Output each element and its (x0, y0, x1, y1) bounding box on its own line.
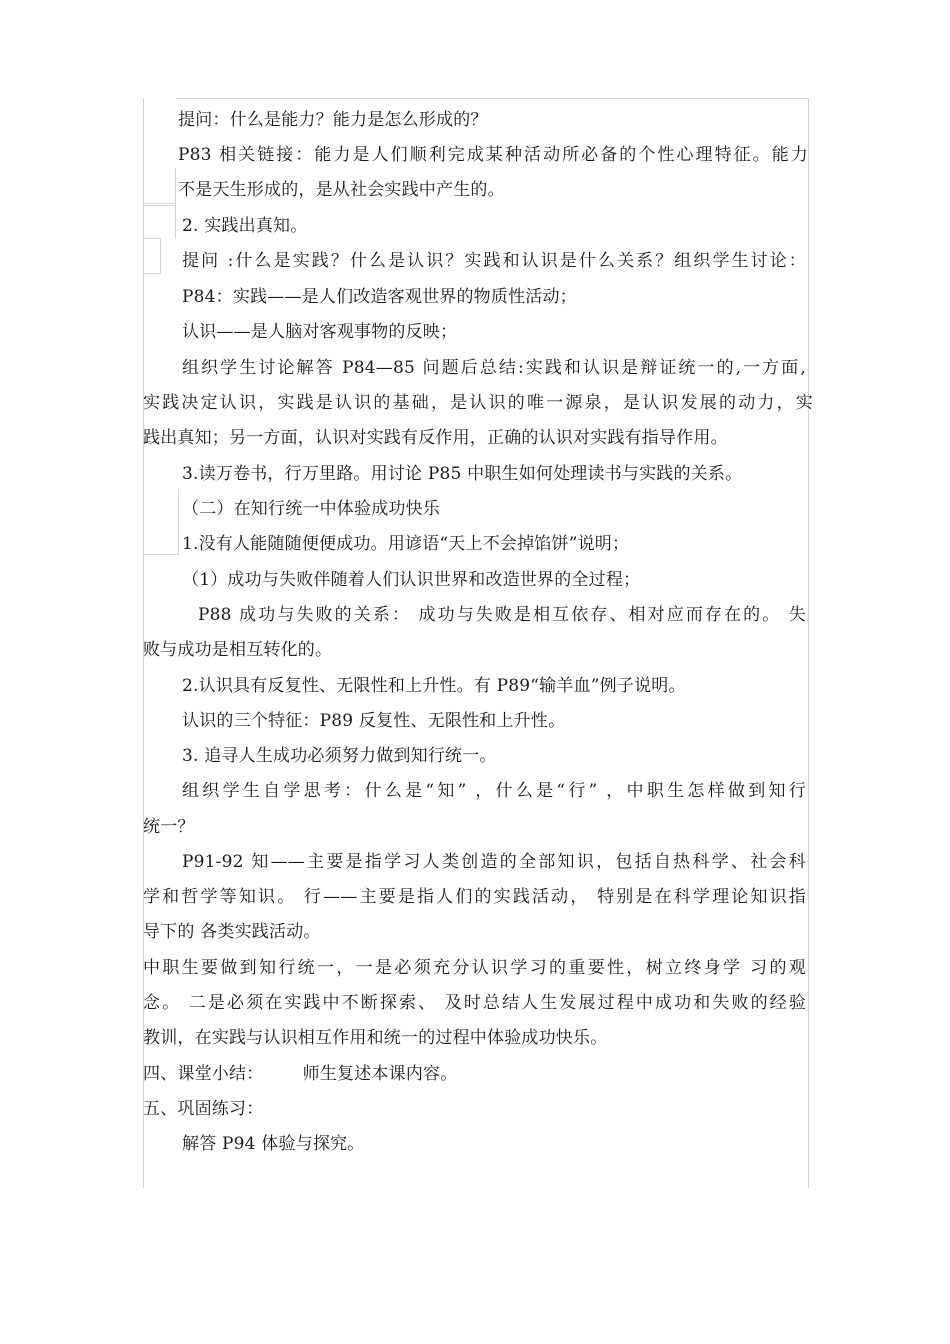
text-line: （1）成功与失败伴随着人们认识世界和改造世界的全过程； (182, 570, 641, 590)
text-line: 3.读万卷书，行万里路。用讨论 P85 中职生如何处理读书与实践的关系。 (182, 464, 743, 484)
frame-right-border (808, 98, 809, 1188)
text-line: 解答 P94 体验与探究。 (182, 1134, 365, 1154)
text-line: P91-92 知——主要是指学习人类创造的全部知识，包括自热科学、社会科 (182, 852, 806, 872)
text-line: 实践决定认识，实践是认识的基础，是认识的唯一源泉，是认识发展的动力，实 (143, 393, 813, 413)
text-line: 3. 追寻人生成功必须努力做到知行统一。 (182, 746, 497, 766)
text-line: 学和哲学等知识。 行——主要是指人们的实践活动， 特别是在科学理论知识指 (143, 887, 806, 907)
text-line: 五、巩固练习： (143, 1099, 264, 1119)
text-line: 念。 二是必须在实践中不断探索、 及时总结人生发展过程中成功和失败的经验 (143, 993, 806, 1013)
text-line: 2.认识具有反复性、无限性和上升性。有 P89“输羊血”例子说明。 (182, 676, 686, 696)
text-line: 组织学生讨论解答 P84—85 问题后总结:实践和认识是辩证统一的,一方面, (182, 358, 806, 378)
text-line: 2. 实践出真知。 (182, 216, 308, 236)
text-line: （二）在知行统一中体验成功快乐 (182, 499, 440, 519)
text-line: 中职生要做到知行统一，一是必须充分认识学习的重要性，树立终身学 习的观 (143, 958, 806, 978)
text-line: 提问：什么是能力？能力是怎么形成的？ (178, 110, 488, 130)
text-line: 统一？ (143, 817, 195, 837)
text-line: 败与成功是相互转化的。 (143, 640, 333, 660)
text-line: 认识的三个特征：P89 反复性、无限性和上升性。 (182, 711, 566, 731)
text-line: P88 成功与失败的关系： 成功与失败是相互依存、相对应而存在的。 失 (198, 605, 806, 625)
text-line: 教训，在实践与认识相互作用和统一的过程中体验成功快乐。 (143, 1028, 608, 1048)
text-line: 组织学生自学思考：什么是“知” ，什么是“行” ，中职生怎样做到知行 (182, 781, 806, 801)
text-line: 认识——是人脑对客观事物的反映； (182, 322, 458, 342)
text-line: 践出真知；另一方面，认识对实践有反作用，正确的认识对实践有指导作用。 (143, 428, 728, 448)
text-line: P83 相关链接：能力是人们顺利完成某种活动所必备的个性心理特征。能力 (178, 145, 808, 165)
text-line: 提问 :什么是实践？什么是认识？实践和认识是什么关系？组织学生讨论： (182, 251, 806, 271)
table-cell-border (143, 203, 176, 239)
text-line: 不是天生形成的，是从社会实践中产生的。 (178, 180, 505, 200)
frame-top-border (176, 98, 808, 99)
text-line: 四、课堂小结： 师生复述本课内容。 (143, 1064, 458, 1084)
table-cell-border (143, 238, 161, 274)
table-cell-border (143, 168, 176, 206)
table-cell-border (143, 490, 179, 555)
text-line: 1.没有人能随随便便成功。用谚语“天上不会掉馅饼”说明； (182, 534, 630, 554)
text-line: 导下的 各类实践活动。 (143, 922, 321, 942)
text-line: P84：实践——是人们改造客观世界的物质性活动； (182, 287, 577, 307)
